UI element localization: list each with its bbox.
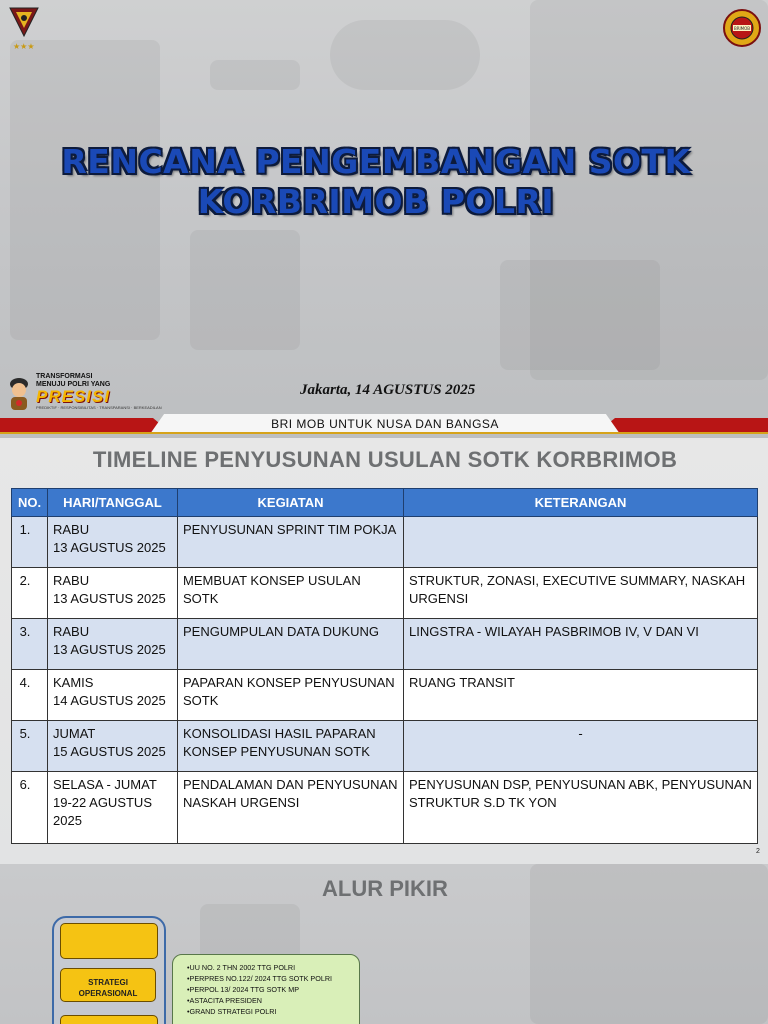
list-item: • PERPOL 13/ 2024 TTG SOTK MP (187, 984, 359, 995)
row-date: JUMAT 15 AGUSTUS 2025 (48, 721, 178, 772)
row-date: KAMIS 14 AGUSTUS 2025 (48, 670, 178, 721)
title-line-2: KORBRIMOB POLRI (197, 182, 555, 221)
presisi-text-1: TRANSFORMASI MENUJU POLRI YANG (36, 373, 111, 388)
page-number: 2 (756, 848, 760, 855)
background-building-shape (210, 60, 300, 90)
row-number: 2. (12, 568, 48, 619)
motto-banner (0, 414, 768, 434)
svg-text:★★★: ★★★ (13, 42, 35, 51)
korbrimob-emblem-icon (8, 6, 40, 52)
presisi-tagline: PREDIKTIF · RESPONSIBILITAS · TRANSPARANSI · BERKEADILAN (36, 405, 162, 410)
alur-pikir-title: ALUR PIKIR (322, 876, 448, 901)
legal-basis-list (173, 955, 359, 1017)
row-date: SELASA - JUMAT 19-22 AGUSTUS 2025 (48, 772, 178, 844)
row-date: RABU 13 AGUSTUS 2025 (48, 619, 178, 670)
row-number: 4. (12, 670, 48, 721)
presisi-logo (4, 370, 162, 415)
row-notes: STRUKTUR, ZONASI, EXECUTIVE SUMMARY, NASKAH URGENSI (404, 568, 758, 619)
list-item: • UU NO. 2 THN 2002 TTG POLRI (187, 962, 359, 973)
row-activity: PAPARAN KONSEP PENYUSUNAN SOTK (178, 670, 404, 721)
banner-red-right (598, 418, 768, 432)
flow-box-next (60, 1015, 158, 1024)
alur-pikir-slide (0, 864, 768, 1024)
timeline-table (11, 488, 758, 844)
row-activity: MEMBUAT KONSEP USULAN SOTK (178, 568, 404, 619)
title-slide (0, 0, 768, 438)
row-notes: LINGSTRA - WILAYAH PASBRIMOB IV, V DAN VI (404, 619, 758, 670)
title-line-1: RENCANA PENGEMBANGAN SOTK (61, 142, 691, 181)
row-notes: RUANG TRANSIT (404, 670, 758, 721)
row-notes: PENYUSUNAN DSP, PENYUSUNAN ABK, PENYUSUNAN STRUKTUR S.D TK YON (404, 772, 758, 844)
table-row (12, 517, 758, 568)
row-date: RABU 13 AGUSTUS 2025 (48, 517, 178, 568)
background-block-shape (500, 260, 660, 370)
row-date: RABU 13 AGUSTUS 2025 (48, 568, 178, 619)
background-drone-shape (330, 20, 480, 90)
brimob-badge-icon (722, 8, 762, 48)
row-number: 1. (12, 517, 48, 568)
table-row (12, 670, 758, 721)
row-notes (404, 517, 758, 568)
flow-box-strategi: STRATEGI OPERASIONAL (60, 968, 156, 1002)
timeline-slide (0, 438, 768, 864)
legal-basis-box (172, 954, 360, 1024)
row-activity: PENDALAMAN DAN PENYUSUNAN NASKAH URGENSI (178, 772, 404, 844)
row-notes: - (404, 721, 758, 772)
table-row (12, 619, 758, 670)
main-title (0, 142, 752, 222)
column-header-no: NO. (12, 489, 48, 517)
date-line: Jakarta, 14 AGUSTUS 2025 (300, 382, 476, 398)
list-item: • ASTACITA PRESIDEN (187, 995, 359, 1006)
column-header-date: HARI/TANGGAL (48, 489, 178, 517)
list-item: • PERPRES NO.122/ 2024 TTG SOTK POLRI (187, 973, 359, 984)
flow-box-empty (60, 923, 158, 959)
police-mascot-icon (4, 372, 34, 412)
timeline-heading: TIMELINE PENYUSUNAN USULAN SOTK KORBRIMOB (92, 447, 678, 472)
column-header-activity: KEGIATAN (178, 489, 404, 517)
table-row (12, 568, 758, 619)
row-activity: PENGUMPULAN DATA DUKUNG (178, 619, 404, 670)
banner-red-left (0, 418, 170, 432)
column-header-notes: KETERANGAN (404, 489, 758, 517)
row-number: 6. (12, 772, 48, 844)
row-activity: PENYUSUNAN SPRINT TIM POKJA (178, 517, 404, 568)
table-row (12, 772, 758, 844)
background-block-shape (190, 230, 300, 350)
row-number: 3. (12, 619, 48, 670)
svg-text:BRIMOB: BRIMOB (733, 26, 751, 31)
banner-motto-text: BRI MOB UNTUK NUSA DAN BANGSA (271, 417, 499, 431)
row-activity: KONSOLIDASI HASIL PAPARAN KONSEP PENYUSUNAN SOTK (178, 721, 404, 772)
banner-gold-stripe (0, 432, 768, 434)
presisi-wordmark: PRESISI (36, 387, 111, 406)
table-row (12, 721, 758, 772)
row-number: 5. (12, 721, 48, 772)
list-item: • GRAND STRATEGI POLRI (187, 1006, 359, 1017)
table-header-row (12, 489, 758, 517)
